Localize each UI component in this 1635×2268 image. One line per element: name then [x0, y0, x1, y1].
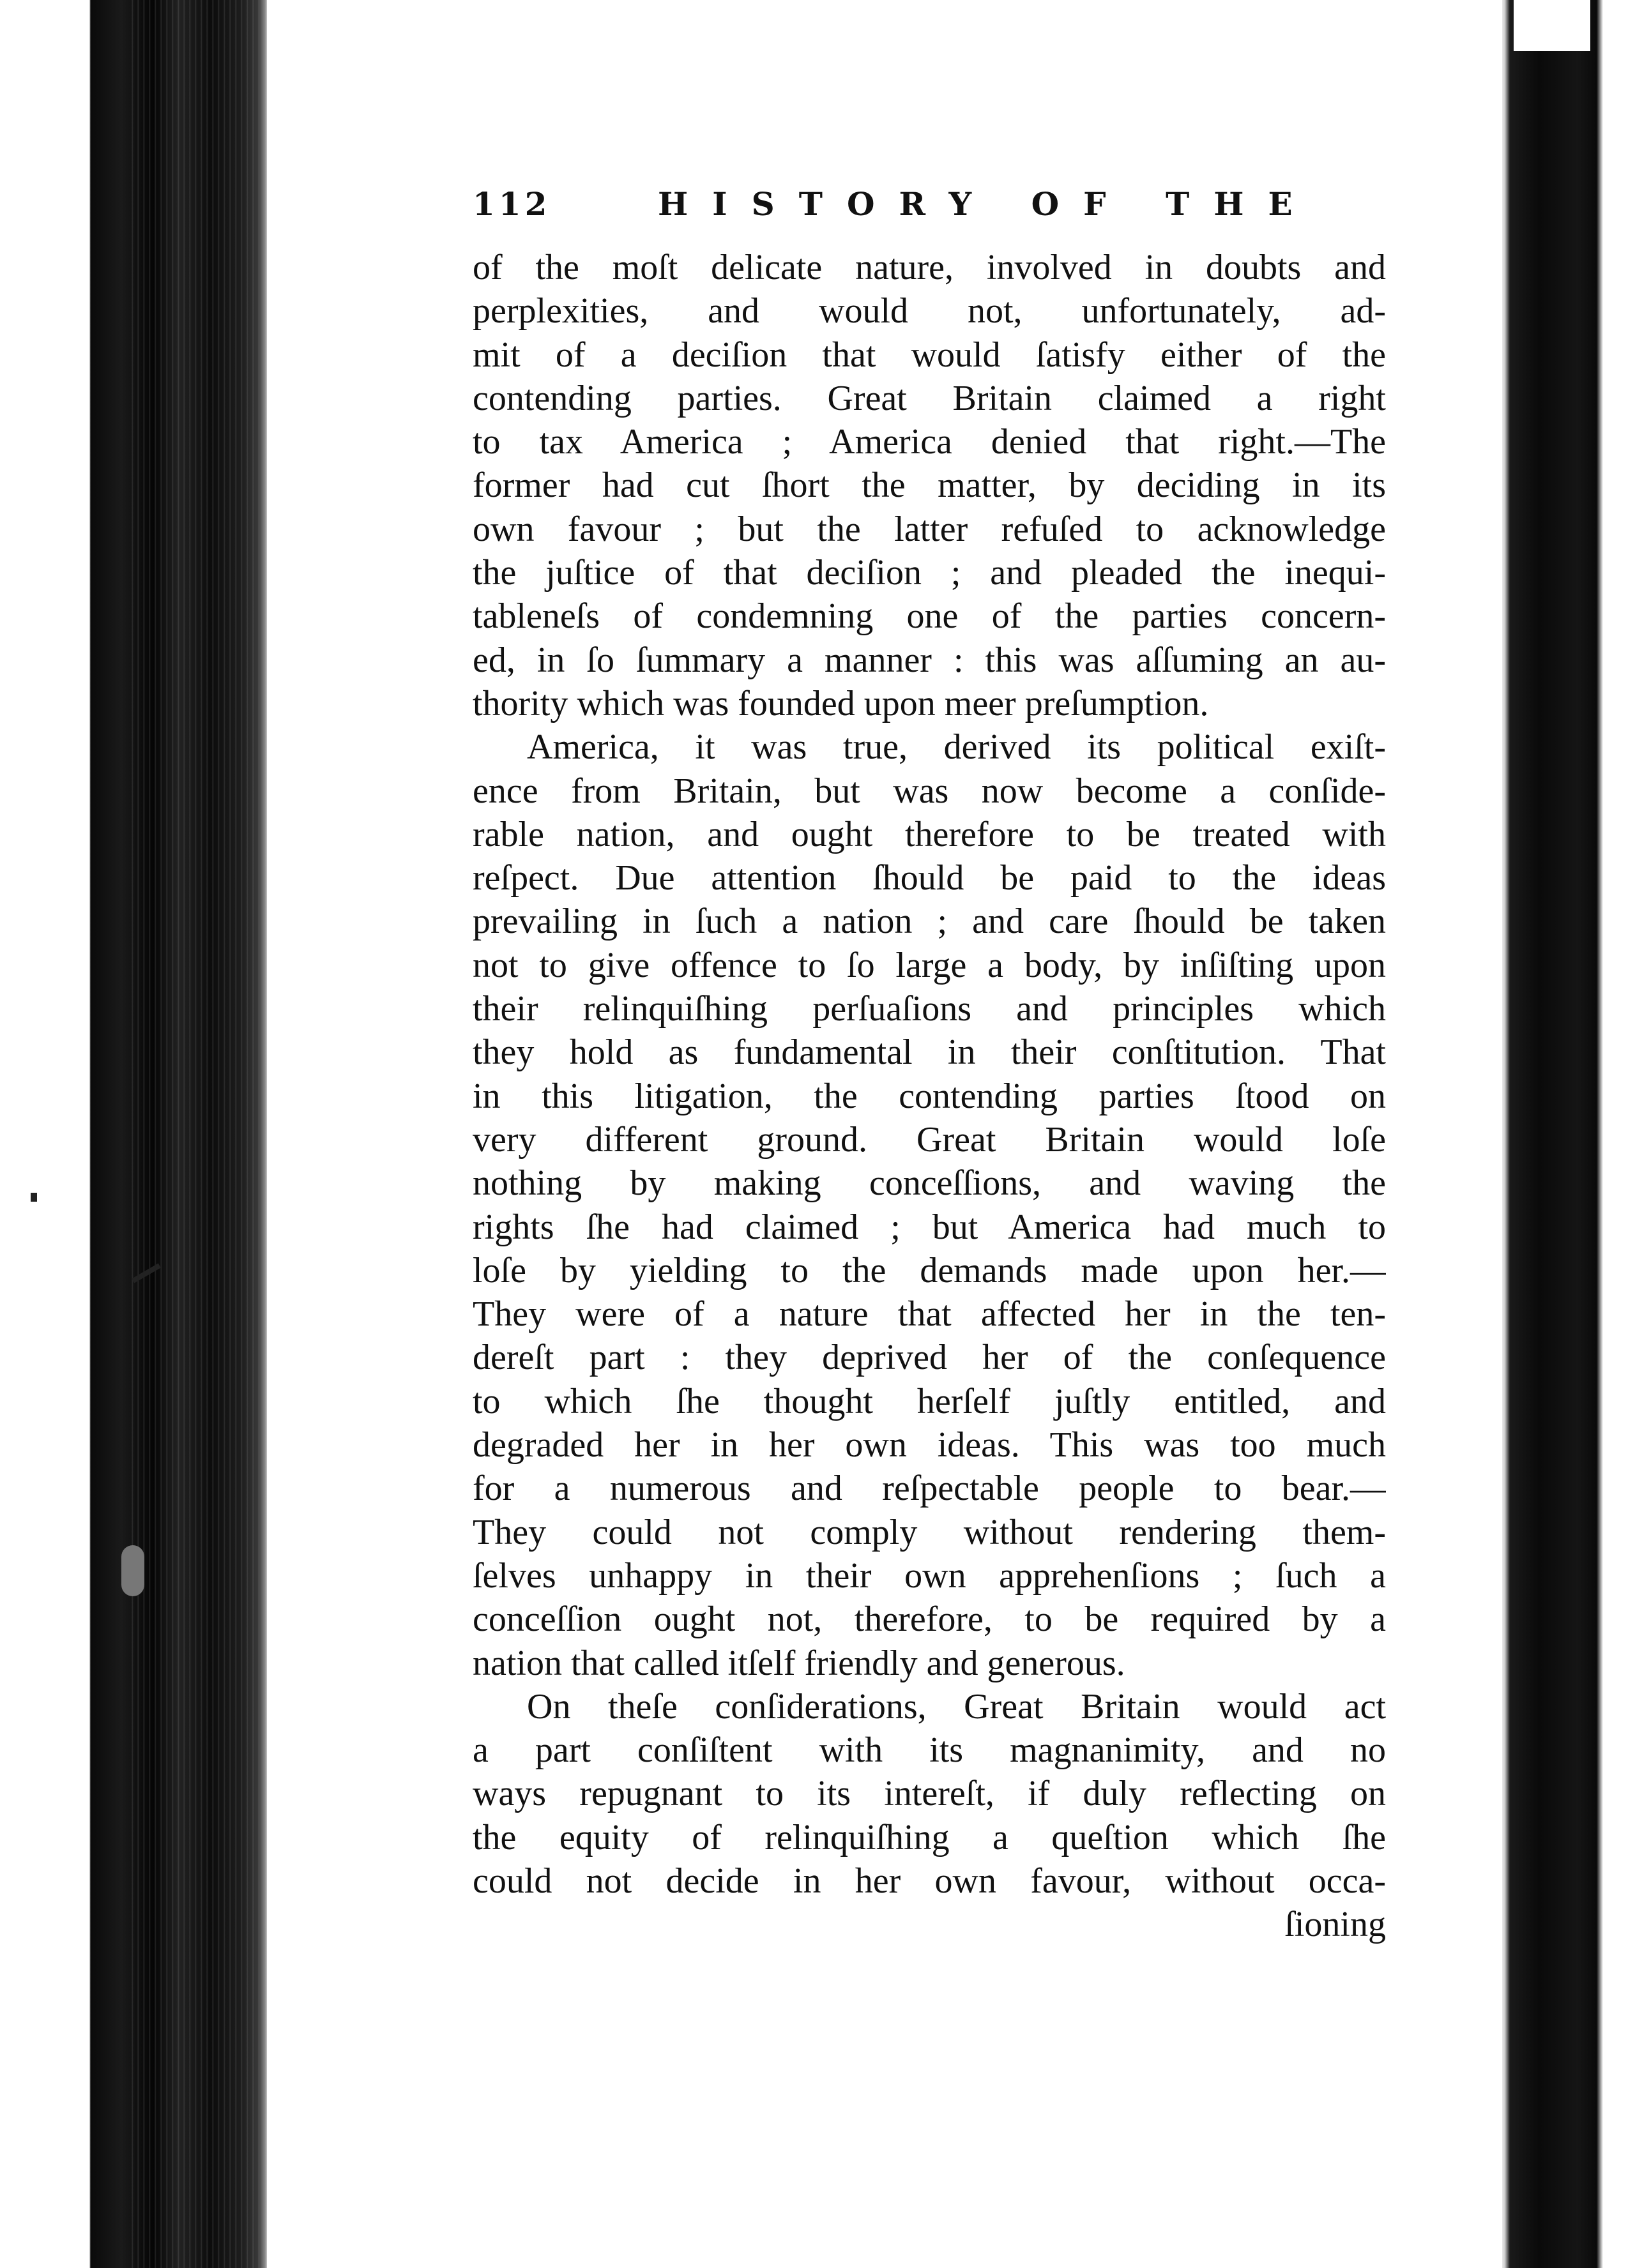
text-line: the equity of relinquiſhing a queſtion which ſhe: [473, 1817, 1386, 1857]
text-line: America, it was true, derived its political exiſt-: [527, 727, 1386, 767]
text-line: to tax America ; America denied that right.—The: [473, 422, 1386, 462]
text-line: a part conſiſtent with its magnanimity, and no: [473, 1730, 1386, 1771]
scan-speck: [121, 1545, 144, 1596]
text-line: for a numerous and reſpectable people to bear.—: [473, 1469, 1386, 1509]
text-line: could not decide in her own favour, without occa-: [473, 1861, 1386, 1901]
text-line: rable nation, and ought therefore to be treated with: [473, 814, 1386, 854]
text-line: ed, in ſo ſummary a manner : this was aſſuming an au-: [473, 640, 1386, 680]
text-line: They were of a nature that affected her in the ten-: [473, 1294, 1386, 1334]
text-line: reſpect. Due attention ſhould be paid to the ideas: [473, 858, 1386, 898]
page-number: 112: [473, 185, 551, 223]
scan-speck: [31, 1193, 37, 1202]
book-right-edge: [1501, 0, 1603, 2268]
text-line: very different ground. Great Britain would loſe: [473, 1119, 1386, 1160]
text-line: On theſe conſiderations, Great Britain would act: [527, 1686, 1386, 1727]
text-line: degraded her in her own ideas. This was too much: [473, 1425, 1386, 1465]
paragraph: [473, 725, 1386, 1685]
text-line: not to give offence to ſo large a body, by inſiſting upon: [473, 945, 1386, 985]
book-right-edge-notch: [1514, 0, 1590, 51]
text-line: ence from Britain, but was now become a conſide-: [473, 771, 1386, 811]
text-line: to which ſhe thought herſelf juſtly entitled, and: [473, 1381, 1386, 1421]
text-line: dereſt part : they deprived her of the conſequence: [473, 1338, 1386, 1378]
text-line: contending parties. Great Britain claimed a right: [473, 378, 1386, 418]
running-head: [473, 185, 1317, 223]
text-line: ways repugnant to its intereſt, if duly reflecting on: [473, 1774, 1386, 1814]
paragraph: [473, 1685, 1386, 1903]
text-line: former had cut ſhort the matter, by deciding in its: [473, 465, 1386, 506]
running-head-title: HISTORY OF THE: [658, 185, 1317, 223]
text-line: nothing by making conceſſions, and waving the: [473, 1163, 1386, 1204]
body-text: [473, 246, 1386, 1947]
text-line: rights ſhe had claimed ; but America had much to: [473, 1207, 1386, 1247]
text-line: their relinquiſhing perſuaſions and principles which: [473, 989, 1386, 1029]
text-line: own favour ; but the latter refuſed to acknowledge: [473, 509, 1386, 549]
text-line: prevailing in ſuch a nation ; and care ſhould be taken: [473, 902, 1386, 942]
text-line: the juſtice of that deciſion ; and pleaded the inequi-: [473, 553, 1386, 593]
text-line: mit of a deciſion that would ſatisfy either of the: [473, 335, 1386, 375]
text-line: ſelves unhappy in their own apprehenſions ; ſuch a: [473, 1555, 1386, 1596]
book-left-edge-texture: [128, 0, 262, 2268]
text-line: They could not comply without rendering them-: [473, 1512, 1386, 1552]
text-line: tableneſs of condemning one of the parties concern-: [473, 596, 1386, 637]
text-line: they hold as fundamental in their conſtitution. That: [473, 1032, 1386, 1073]
text-line: conceſſion ought not, therefore, to be required by a: [473, 1599, 1386, 1640]
paragraph: [473, 246, 1386, 725]
text-line: loſe by yielding to the demands made upon her.—: [473, 1250, 1386, 1290]
text-line: perplexities, and would not, unfortunately, ad-: [473, 291, 1386, 331]
catchword: ſioning: [1284, 1905, 1386, 1945]
text-line: of the moſt delicate nature, involved in doubts and: [473, 248, 1386, 287]
text-line: in this litigation, the contending parties ſtood on: [473, 1076, 1386, 1116]
text-line: nation that called itſelf friendly and generous.: [473, 1643, 1125, 1683]
text-line: thority which was founded upon meer preſumption.: [473, 683, 1209, 723]
